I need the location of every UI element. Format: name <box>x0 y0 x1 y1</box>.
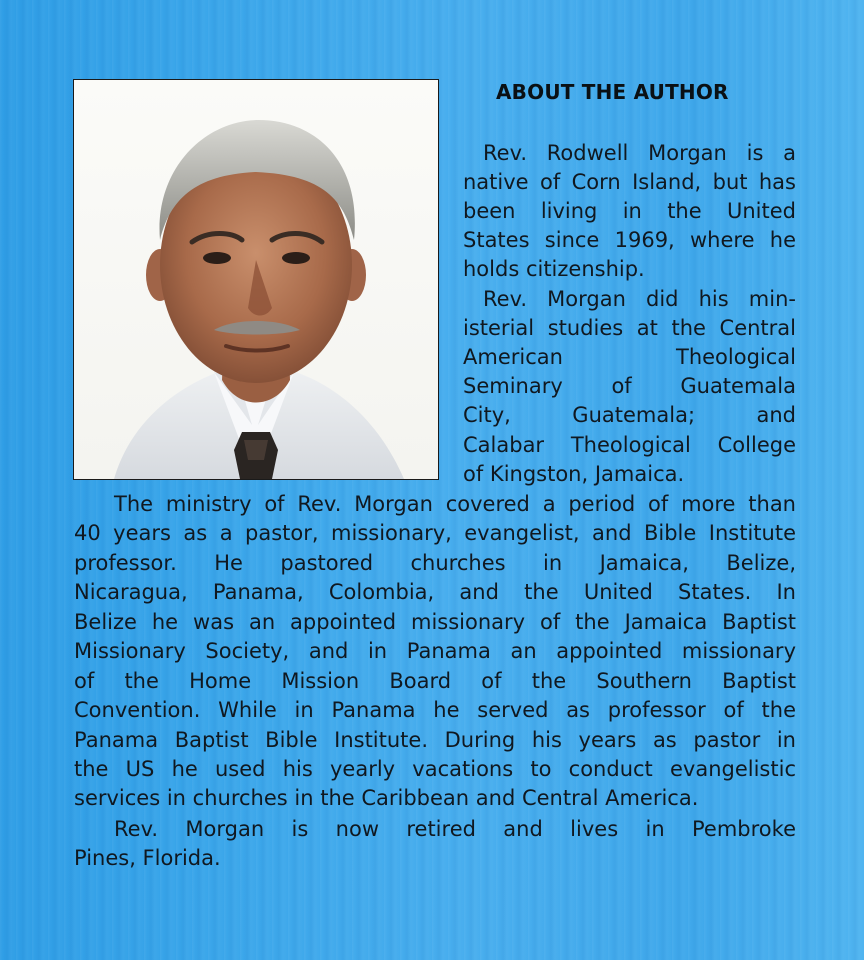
bio-line: Convention. While in Panama he served as professor of the <box>74 698 796 722</box>
bio-line: Nicaragua, Panama, Colombia, and the United States. In <box>74 580 796 604</box>
section-heading: ABOUT THE AUTHOR <box>496 80 729 104</box>
bio-line: The ministry of Rev. Morgan covered a period of more than <box>114 492 796 516</box>
bio-line: native of Corn Island, but has <box>463 170 796 194</box>
bio-line: States since 1969, where he <box>463 228 796 252</box>
bio-line: isterial studies at the Central <box>463 316 796 340</box>
author-photo <box>73 79 439 480</box>
bio-line: Rev. Morgan did his min- <box>483 287 796 311</box>
bio-line: Belize he was an appointed missionary of the Jamaica Baptist <box>74 610 796 634</box>
bio-line: 40 years as a pastor, missionary, evangelist, and Bible Institute <box>74 521 796 545</box>
bio-line: Missionary Society, and in Panama an appointed missionary <box>74 639 796 663</box>
bio-line: services in churches in the Caribbean and Central America. <box>74 786 699 810</box>
bio-line: of Kingston, Jamaica. <box>463 462 685 486</box>
bio-line: of the Home Mission Board of the Southern Baptist <box>74 669 796 693</box>
bio-line: Calabar Theological College <box>463 433 796 457</box>
portrait-illustration <box>74 80 438 479</box>
bio-line: holds citizenship. <box>463 257 645 281</box>
bio-line: Seminary of Guatemala <box>463 374 796 398</box>
bio-line: been living in the United <box>463 199 796 223</box>
bio-line: American Theological <box>463 345 796 369</box>
bio-line: professor. He pastored churches in Jamaica, Belize, <box>74 551 796 575</box>
bio-line: Rev. Rodwell Morgan is a <box>483 141 796 165</box>
bio-line: Panama Baptist Bible Institute. During his years as pastor in <box>74 728 796 752</box>
bio-line: City, Guatemala; and <box>463 403 796 427</box>
bio-line: Pines, Florida. <box>74 846 221 870</box>
bio-line: Rev. Morgan is now retired and lives in Pembroke <box>114 817 796 841</box>
bio-line: the US he used his yearly vacations to conduct evangelistic <box>74 757 796 781</box>
